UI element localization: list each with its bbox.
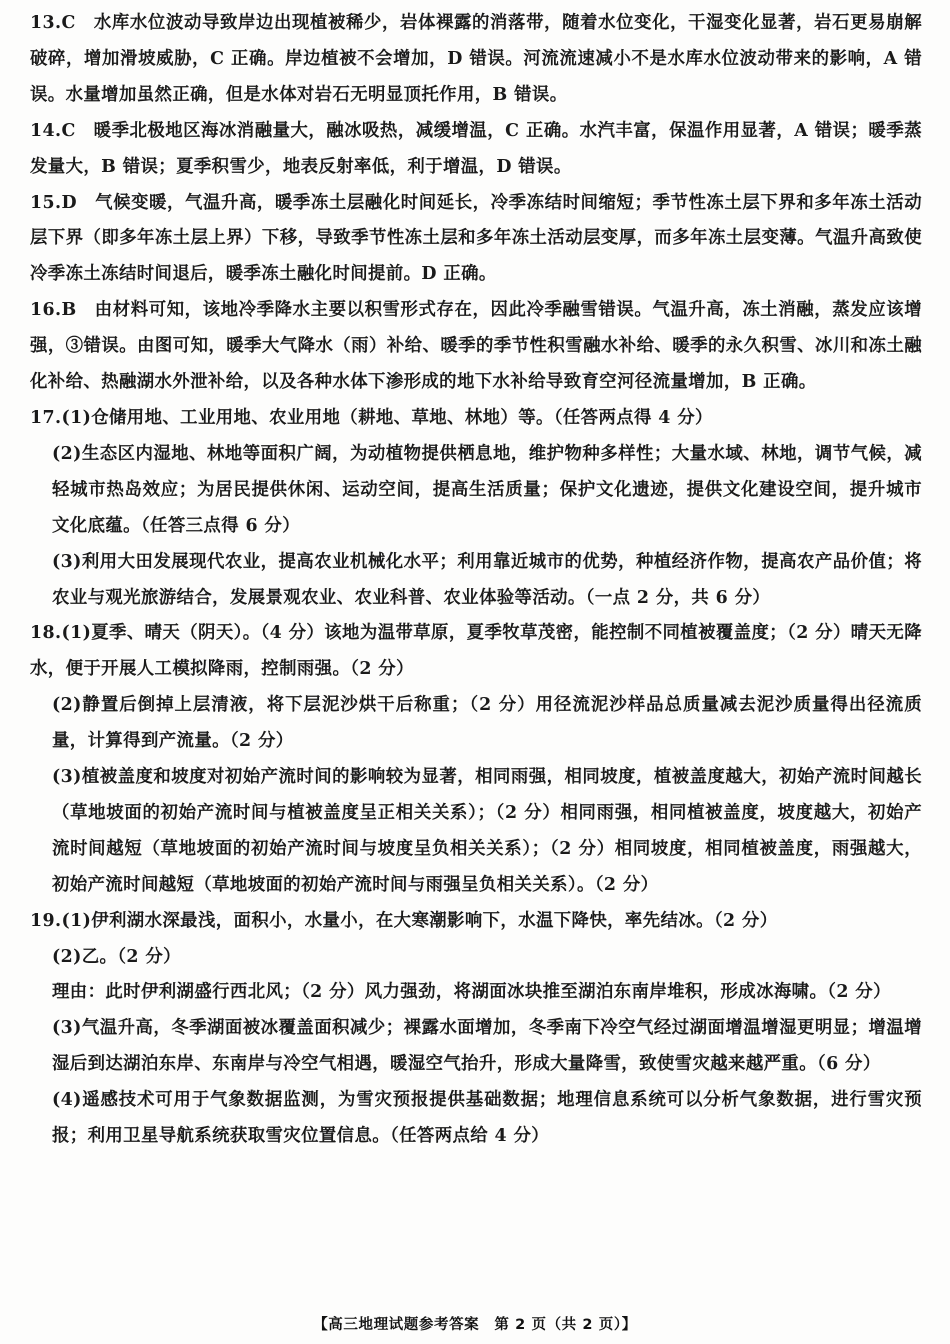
answer-q17-part3: (3)利用大田发展现代农业，提高农业机械化水平；利用靠近城市的优势，种植经济作物，提高农产品价值；将农业与观光旅游结合，发展景观农业、农业科普、农业体验等活动。（一点 2 分，共 6 分） xyxy=(52,551,922,608)
answer-q19-reason: 理由：此时伊利湖盛行西北风；（2 分）风力强劲，将湖面冰块推至湖泊东南岸堆积，形成冰海啸。（2 分） xyxy=(52,982,891,1003)
answer-q19-part2: (2)乙。（2 分） xyxy=(52,946,181,967)
answer-q19-part3: (3)气温升高，冬季湖面被冰覆盖面积减少；裸露水面增加，冬季南下冷空气经过湖面增温增湿更明显；增温增湿后到达湖泊东岸、东南岸与冷空气相遇，暖湿空气抬升，形成大量降雪，致使雪灾越来越严重。（6 分） xyxy=(52,1018,922,1075)
answer-q19-part1: 19.(1)伊利湖水深最浅，面积小，水量小，在大寒潮影响下，水温下降快，率先结冰。（2 分） xyxy=(30,910,778,931)
answer-q17-part2: (2)生态区内湿地、林地等面积广阔，为动植物提供栖息地，维护物种多样性；大量水域、林地，调节气候，减轻城市热岛效应；为居民提供休闲、运动空间，提高生活质量；保护文化遗迹，提供文化建设空间，提升城市文化底蕴。（任答三点得 6 分） xyxy=(52,443,922,536)
answer-q15: 15.D 气候变暖，气温升高，暖季冻土层融化时间延长，冷季冻结时间缩短；季节性冻土层下界和多年冻土活动层下界（即多年冻土层上界）下移，导致季节性冻土层和多年冻土活动层变厚，而多年冻土层变薄。气温升高致使冷季冻土冻结时间退后，暖季冻土融化时间提前。D 正确。 xyxy=(30,192,922,285)
page-footer: 【高三地理试题参考答案 第 2 页（共 2 页）】 xyxy=(313,1317,637,1333)
answer-q16: 16.B 由材料可知，该地冷季降水主要以积雪形式存在，因此冷季融雪错误。气温升高，冻土消融，蒸发应该增强，③错误。由图可知，暖季大气降水（雨）补给、暖季的季节性积雪融水补给、暖季的永久积雪、冰川和冻土融化补给、热融湖水外泄补给，以及各种水体下渗形成的地下水补给导致育空河径流量增加，B 正确。 xyxy=(30,300,922,393)
answer-q17-part1: 17.(1)仓储用地、工业用地、农业用地（耕地、草地、林地）等。（任答两点得 4 分） xyxy=(30,407,713,428)
answer-q19-part4: (4)遥感技术可用于气象数据监测，为雪灾预报提供基础数据；地理信息系统可以分析气象数据，进行雪灾预报；利用卫星导航系统获取雪灾位置信息。（任答两点给 4 分） xyxy=(52,1090,922,1147)
answer-q14: 14.C 暖季北极地区海冰消融量大，融冰吸热，减缓增温，C 正确。水汽丰富，保温作用显著，A 错误；暖季蒸发量大，B 错误；夏季积雪少，地表反射率低，利于增温，D 错误。 xyxy=(30,120,922,177)
answer-q18-part3: (3)植被盖度和坡度对初始产流时间的影响较为显著，相同雨强，相同坡度，植被盖度越大，初始产流时间越长（草地坡面的初始产流时间与植被盖度呈正相关关系）；（2 分）相同雨强，相同植被盖度，坡度越大，初始产流时间越短（草地坡面的初始产流时间与坡度呈负相关关系）；（2 分）相同坡度，相同植被盖度，雨强越大，初始产流时间越短（草地坡面的初始产流时间与雨强呈负相关关系）。（2 分） xyxy=(52,767,922,895)
answer-content xyxy=(30,6,922,1155)
answer-q18-part1: 18.(1)夏季、晴天（阴天）。（4 分）该地为温带草原，夏季牧草茂密，能控制不同植被覆盖度；（2 分）晴天无降水，便于开展人工模拟降雨，控制雨强。（2 分） xyxy=(30,623,922,680)
answer-q18-part2: (2)静置后倒掉上层清液，将下层泥沙烘干后称重；（2 分）用径流泥沙样品总质量减去泥沙质量得出径流质量，计算得到产流量。（2 分） xyxy=(52,695,922,752)
answer-q13: 13.C 水库水位波动导致岸边出现植被稀少，岩体裸露的消落带，随着水位变化，干湿变化显著，岩石更易崩解破碎，增加滑坡威胁，C 正确。岸边植被不会增加，D 错误。河流流速减小不是水库水位波动带来的影响，A 错误。水量增加虽然正确，但是水体对岩石无明显顶托作用，B 错误。 xyxy=(30,13,922,105)
